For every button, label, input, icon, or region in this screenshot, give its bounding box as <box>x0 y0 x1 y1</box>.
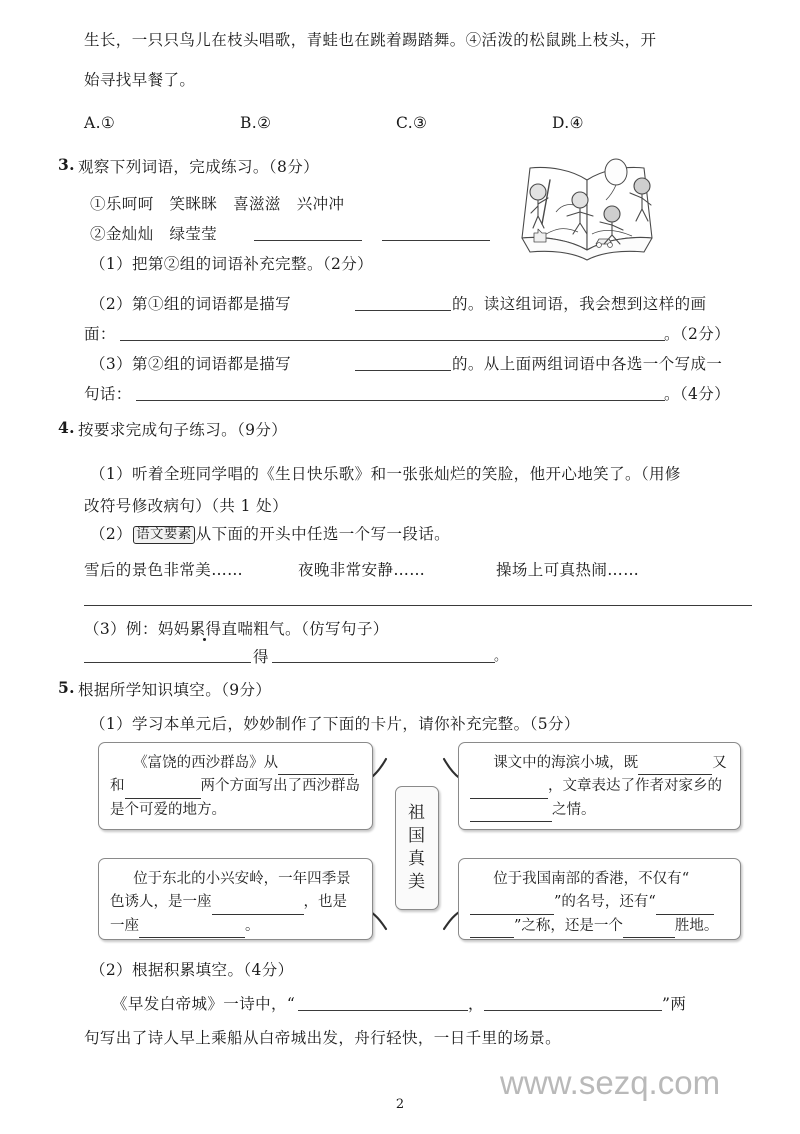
card-br-text-3: ”的名号，还有“ <box>554 894 656 911</box>
q5-number: 5. <box>58 678 75 697</box>
q4-sub3-example: （3）例：妈妈累得直喘粗气。（仿写句子） <box>84 620 389 638</box>
card-tr-text-3: ，文章表达了作者对家乡 <box>548 778 708 795</box>
emphasis-dot-de <box>203 638 206 641</box>
q4-starter-3: 操场上可真热闹…… <box>496 561 640 579</box>
card-tr-text-4: 的 <box>707 778 722 795</box>
card-br-blank-2b[interactable] <box>470 922 514 938</box>
q5-poem-text-a: 《早发白帝城》一诗中，“ <box>112 995 296 1013</box>
q5-sub2: （2）根据积累填空。（4分） <box>90 961 294 979</box>
q4-number: 4. <box>58 418 75 437</box>
q4-sub2-prefix: （2） <box>90 525 133 543</box>
q3-stem: 观察下列词语，完成练习。（8分） <box>78 158 320 176</box>
card-bottom-right <box>458 858 741 940</box>
card-tr-text-2: 又 <box>712 755 727 771</box>
q5-poem-blank-1[interactable] <box>298 1010 468 1011</box>
q3-word-group-1: ①乐呵呵 笑眯眯 喜滋滋 兴冲冲 <box>90 195 345 213</box>
q3-sub3-text-c: 句话： <box>84 385 132 403</box>
card-tl-blank-2[interactable] <box>125 783 201 799</box>
q3-number: 3. <box>58 155 75 174</box>
card-tr-text-5: 之情。 <box>552 801 596 818</box>
card-tl-text-1: 《富饶的西沙群岛》从 <box>133 755 279 771</box>
card-tl-text-3: 两个方面写出了西沙群 <box>200 778 346 795</box>
card-br-text-5: 胜地。 <box>674 917 719 934</box>
q4-sub1-line-2: 改符号修改病句）（共 1 处） <box>84 497 288 515</box>
card-tr-blank-1[interactable] <box>638 759 712 775</box>
illustration-children-on-book <box>492 152 682 264</box>
card-tl-text-4: 岛是个可爱的地方。 <box>110 778 360 818</box>
center-char-3: 真 <box>408 849 426 869</box>
q3-sub2-text-a: （2）第①组的词语都是描写 <box>90 295 292 313</box>
option-d[interactable]: D.④ <box>552 114 584 132</box>
page-number: 2 <box>395 1097 405 1112</box>
card-bottom-left <box>98 858 373 940</box>
q4-sub3-period: 。 <box>494 649 508 664</box>
card-tr-blank-3[interactable] <box>470 806 552 822</box>
q4-sub2-writing-line[interactable] <box>84 605 752 606</box>
q5-sub1: （1）学习本单元后，妙妙制作了下面的卡片，请你补充完整。（5分） <box>90 715 580 733</box>
card-tl-blank-1[interactable] <box>278 759 354 775</box>
q3-sub3-blank-2[interactable] <box>136 400 665 401</box>
q3-group2-blank-1[interactable] <box>254 240 362 241</box>
q5-poem-blank-2[interactable] <box>484 1010 662 1011</box>
card-tr-text-1: 课文中的海滨小城，既 <box>493 755 639 771</box>
passage-line-1: 生长，一只只鸟儿在枝头唱歌，青蛙也在跳着踢踏舞。④活泼的松鼠跳上枝头，开 <box>84 31 657 49</box>
card-center-title <box>395 786 439 910</box>
yuwen-yaosu-tag: 语文要素 <box>133 526 195 544</box>
card-top-right <box>458 742 741 830</box>
center-char-1: 祖 <box>408 803 426 824</box>
card-bl-text-4: 也是一座 <box>110 894 347 934</box>
card-bl-blank-2[interactable] <box>139 922 245 938</box>
option-a[interactable]: A.① <box>84 114 116 132</box>
q5-poem-text-c: ”两 <box>662 995 687 1013</box>
q3-sub1: （1）把第②组的词语补充完整。（2分） <box>90 255 374 273</box>
q3-sub2-blank-1[interactable] <box>355 310 451 311</box>
q4-sub3-de-char: 得 <box>253 648 269 666</box>
q3-sub2-score: 。（2分） <box>664 325 731 343</box>
card-bl-text-5: 。 <box>245 917 260 934</box>
card-tl-text-2: 和 <box>110 778 125 795</box>
q4-stem: 按要求完成句子练习。（9分） <box>78 421 288 439</box>
q3-sub3-text-a: （3）第②组的词语都是描写 <box>90 355 292 373</box>
card-br-text-2: “ <box>681 871 690 887</box>
open-book-illustration-svg <box>492 152 682 264</box>
card-br-blank-1[interactable] <box>470 899 554 915</box>
card-bl-text-1: 位于东北的小兴安岭，一年四 <box>133 871 322 887</box>
card-br-blank-2[interactable] <box>656 899 714 915</box>
passage-line-2: 始寻找早餐了。 <box>84 71 196 89</box>
card-br-blank-3[interactable] <box>623 922 675 938</box>
card-br-text-1: 位于我国南部的香港，不仅有 <box>493 871 682 887</box>
q4-sub2-row <box>90 522 450 545</box>
q4-sub3-blank-2[interactable] <box>272 662 495 663</box>
q3-sub2-text-b: 的。读这组词语，我会想到这样的画 <box>452 295 707 313</box>
q3-sub3-text-b: 的。从上面两组词语中各选一个写成一 <box>452 355 723 373</box>
card-tr-blank-2[interactable] <box>470 783 548 799</box>
card-top-left <box>98 742 373 830</box>
card-bl-text-3: ， <box>303 894 318 911</box>
center-char-2: 国 <box>408 826 426 847</box>
q3-sub3-score: 。（4分） <box>664 385 731 403</box>
option-b[interactable]: B.② <box>240 114 272 132</box>
q5-stem: 根据所学知识填空。（9分） <box>78 681 272 699</box>
card-br-text-4: ”之称，还是一个 <box>514 917 623 934</box>
q3-sub2-blank-2[interactable] <box>120 340 665 341</box>
q3-word-group-2: ②金灿灿 绿莹莹 <box>90 225 218 243</box>
q4-sub2-text: 从下面的开头中任选一个写一段话。 <box>195 525 451 543</box>
card-bl-text-2: 季景色诱人，是一座 <box>110 871 351 911</box>
q5-poem-line-2: 句写出了诗人早上乘船从白帝城出发，舟行轻快，一日千里的场景。 <box>84 1029 562 1047</box>
q3-sub3-blank-1[interactable] <box>355 370 451 371</box>
q4-sub3-blank-1[interactable] <box>84 662 251 663</box>
center-char-4: 美 <box>408 871 426 892</box>
option-c[interactable]: C.③ <box>396 114 428 132</box>
q4-starter-1: 雪后的景色非常美…… <box>84 561 244 579</box>
q3-group2-blank-2[interactable] <box>382 240 490 241</box>
site-watermark: www.sezq.com <box>500 1064 721 1101</box>
q4-sub1-line-1: （1）听着全班同学唱的《生日快乐歌》和一张张灿烂的笑脸，他开心地笑了。（用修 <box>90 465 681 483</box>
q4-starter-2: 夜晚非常安静…… <box>298 561 426 579</box>
card-bl-blank-1[interactable] <box>212 899 304 915</box>
q5-poem-text-b: ， <box>468 995 484 1013</box>
q3-sub2-text-c: 面： <box>84 325 116 343</box>
